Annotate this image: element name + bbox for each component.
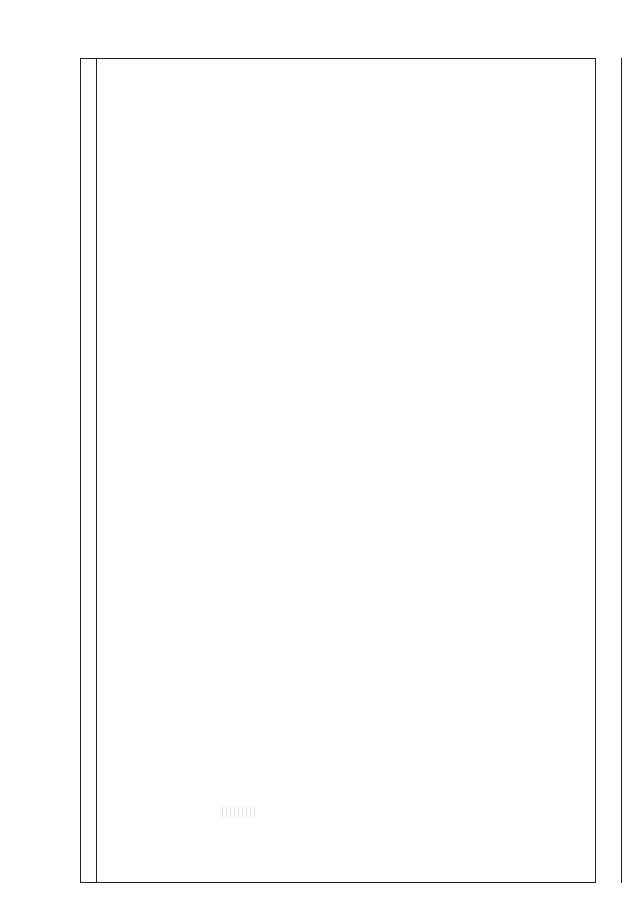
rotated-table-content <box>93 69 591 891</box>
column-divider-2 <box>621 58 622 883</box>
